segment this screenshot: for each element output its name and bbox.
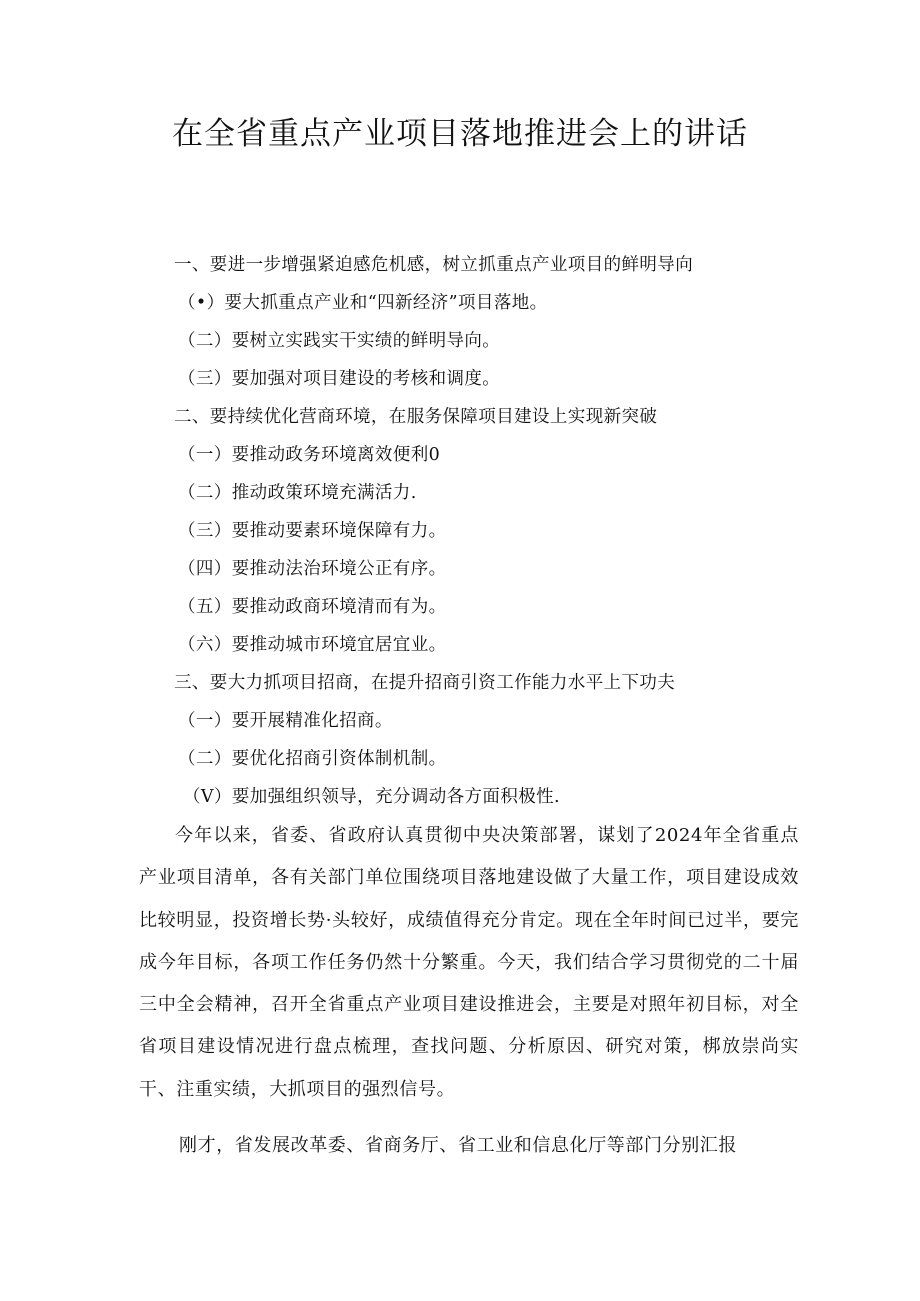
outline-item: （六）要推动城市环境宜居宜业。 [178, 635, 447, 655]
outline-item: （一）要开展精准化招商。 [178, 711, 393, 731]
outline-item: （•）要大抓重点产业和“四新经济”项目落地。 [178, 293, 548, 313]
outline-item: （二）要优化招商引资体制机制。 [178, 749, 447, 769]
outline-heading-2: 二、要持续优化营商环境，在服务保障项目建设上实现新突破 [174, 407, 658, 427]
outline-item: （三）要推动要素环境保障有力。 [178, 521, 447, 541]
outline-item: （V）要加强组织领导，充分调动各方面积极性. [183, 787, 560, 807]
body-paragraph: 刚才，省发展改革委、省商务厅、省工业和信息化厅等部门分别汇报 [179, 1135, 737, 1156]
outline-item: （五）要推动政商环境清而有为。 [178, 597, 447, 617]
outline-item: （一）要推动政务环境离效便利0 [178, 445, 441, 465]
outline-heading-3: 三、要大力抓项目招商，在提升招商引资工作能力水平上下功夫 [174, 673, 676, 693]
outline-item: （二）要树立实践实干实绩的鲜明导向。 [178, 331, 501, 351]
document-title: 在全省重点产业项目落地推进会上的讲话 [172, 116, 748, 152]
body-paragraph: 今年以来，省委、省政府认真贯彻中央决策部署，谋划了2024年全省重点产业项目清单，各有关部门单位围绕项目落地建设做了大量工作，项目建设成效比较明显，投资增长势·头较好，成绩值得充分肯定。现在全年时间已过半，要完成今年目标，各项工作任务仍然十分繁重。今天，我们结合学习贯彻党的二十届三中全会精神，召开全省重点产业项目建设推进会，主要是对照年初目标，对全省项目建设情况进行盘点梳理，查找问题、分析原因、研究对策，梆放崇尚实干、注重实绩，大抓项目的强烈信号。 [139, 825, 799, 1100]
outline-item: （四）要推动法治环境公正有序。 [178, 559, 447, 579]
outline-heading-1: 一、要进一步增强紧迫感危机感，树立抓重点产业项目的鲜明导向 [174, 255, 694, 275]
outline-item: （二）推动政策环境充满活力. [178, 483, 417, 503]
outline-item: （三）要加强对项目建设的考核和调度。 [178, 369, 501, 389]
